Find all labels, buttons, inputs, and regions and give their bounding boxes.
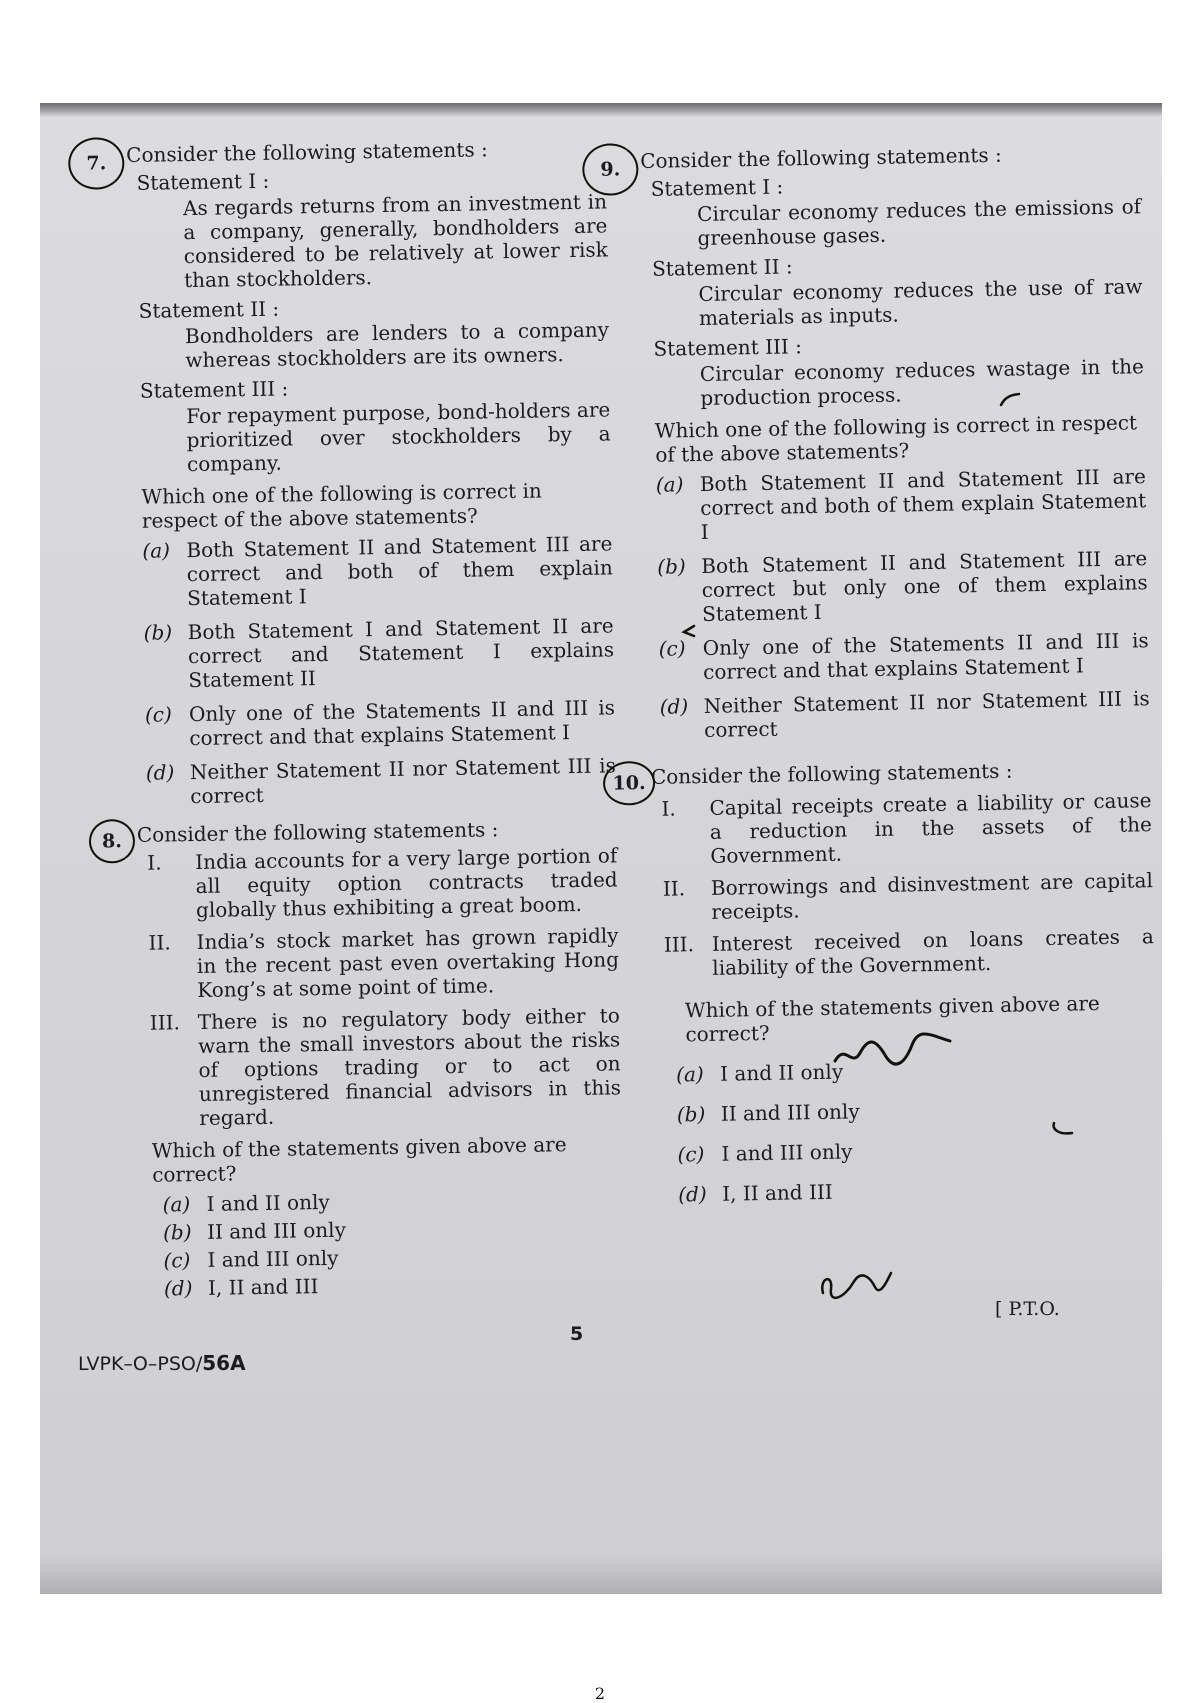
option-c	[659, 628, 1150, 685]
option-label: (c)	[144, 702, 172, 727]
option-text: Both Statement II and Statement III are correct and both of them explain Statement I	[699, 464, 1147, 544]
option-text: Both Statement I and Statement II are correct and Statement I explains Statement II	[187, 613, 615, 693]
question-prompt: Which one of the following is correct in respect of the above statements?	[141, 478, 542, 533]
paper-code-suffix: 56A	[202, 1351, 246, 1375]
option-label: (c)	[163, 1248, 191, 1273]
option-a	[162, 1185, 622, 1216]
item-label: I.	[147, 850, 162, 875]
statement-label: Statement I :	[650, 174, 784, 201]
option-label: (b)	[162, 1220, 192, 1245]
option-text: I, II and III	[722, 1179, 833, 1206]
question-number-circled: 9.	[582, 143, 639, 196]
option-b	[144, 613, 615, 692]
statement-item	[664, 924, 1155, 981]
option-label: (c)	[677, 1142, 705, 1167]
tick-mark-icon	[997, 391, 1023, 409]
option-text: I and II only	[719, 1059, 844, 1086]
statement-text: Circular economy reduces the emissions of greenhouse gases.	[696, 194, 1142, 251]
question-9	[600, 140, 1150, 743]
statement-item	[661, 788, 1152, 869]
question-prompt: Which one of the following is correct in respect of the above statements?	[654, 410, 1138, 467]
question-8	[101, 815, 624, 1301]
statement-label: Statement II :	[651, 254, 793, 281]
option-text: Only one of the Statements II and III is correct and that explains Statement I	[188, 695, 616, 751]
question-stem: Consider the following statements :	[640, 142, 1002, 173]
option-label: (d)	[145, 760, 175, 785]
option-label: (b)	[657, 554, 686, 579]
handwritten-mark-icon	[830, 1023, 960, 1073]
option-text: Both Statement II and Statement III are correct and both of them explain Statement I	[186, 531, 613, 611]
option-text: Neither Statement II nor Statement III is correct	[703, 686, 1150, 742]
option-d	[164, 1269, 624, 1300]
left-column	[86, 135, 624, 1314]
paper-code	[78, 1351, 246, 1375]
option-text: I and II only	[206, 1189, 330, 1216]
option-label: (c)	[658, 636, 686, 661]
statement-item	[147, 843, 618, 922]
item-label: II.	[148, 930, 171, 955]
option-d	[146, 753, 617, 808]
item-label: II.	[662, 876, 686, 901]
item-text: Capital receipts create a liability or cause a reduction in the assets of the Government.	[709, 788, 1153, 868]
item-label: III.	[149, 1010, 181, 1035]
option-b	[677, 1094, 1157, 1126]
option-text: II and III only	[206, 1217, 347, 1244]
question-prompt: Which of the statements given above are correct?	[684, 991, 1100, 1047]
option-label: (d)	[659, 694, 689, 719]
option-text: I and III only	[721, 1139, 853, 1166]
please-turn-over: [ P.T.O.	[995, 1298, 1060, 1320]
option-label: (a)	[675, 1062, 704, 1087]
tick-mark-icon	[680, 623, 698, 639]
statement-text: Bondholders are lenders to a company whereas stockholders are its owners.	[184, 317, 610, 373]
option-text: Neither Statement II nor Statement III is correct	[189, 753, 617, 809]
question-stem: Consider the following statements :	[650, 758, 1013, 789]
option-a	[142, 531, 613, 610]
option-c	[163, 1241, 623, 1272]
item-text: India accounts for a very large portion of all equity option contracts traded globally thus exhibiting a great boom.	[195, 843, 618, 922]
option-label: (a)	[142, 538, 171, 563]
item-text: Interest received on loans creates a liability of the Government.	[711, 924, 1155, 980]
option-d	[678, 1174, 1158, 1206]
item-label: I.	[661, 796, 676, 821]
statement-text: Circular economy reduces wastage in the production process.	[699, 354, 1145, 410]
statement-item	[148, 923, 619, 1002]
option-c	[677, 1134, 1157, 1166]
option-b	[163, 1213, 623, 1244]
option-text: II and III only	[720, 1099, 860, 1126]
item-text: There is no regulatory body either to warn the small investors about the risks of options trading or to act on unregistered financial advisors in this regard.	[197, 1003, 622, 1130]
question-stem: Consider the following statements :	[126, 137, 488, 167]
option-d	[660, 686, 1151, 743]
document-page-number: 2	[594, 1684, 606, 1703]
item-text: Borrowings and disinvestment are capital receipts.	[710, 868, 1154, 924]
statement-text: Circular economy reduces the use of raw materials as inputs.	[698, 274, 1143, 330]
option-label: (d)	[678, 1181, 707, 1207]
option-text: I, II and III	[207, 1274, 319, 1300]
exam-page-number: 5	[570, 1323, 584, 1345]
question-10	[612, 756, 1159, 1207]
paper-code-prefix: LVPK–O–PSO/	[78, 1353, 203, 1375]
item-label: III.	[663, 932, 695, 957]
statement-label: Statement II :	[138, 296, 280, 323]
option-c	[145, 695, 616, 750]
question-number-circled: 7.	[68, 137, 125, 190]
question-7	[86, 135, 617, 809]
scanned-exam-page	[40, 103, 1162, 1594]
option-text: Only one of the Statements II and III is correct and that explains Statement I	[702, 628, 1149, 684]
statement-text: As regards returns from an investment in a company, generally, bondholders are considered to be relatively at lower risk than stockholders.	[182, 189, 608, 293]
statement-label: Statement I :	[136, 168, 270, 195]
option-label: (a)	[655, 472, 684, 497]
statement-label: Statement III :	[653, 334, 803, 361]
option-label: (b)	[676, 1102, 706, 1127]
option-label: (a)	[162, 1192, 191, 1217]
question-number-circled: 8.	[89, 819, 136, 864]
question-prompt: Which of the statements given above are correct?	[151, 1132, 567, 1187]
statement-label: Statement III :	[139, 376, 289, 403]
question-number-circled: 10.	[603, 761, 656, 806]
option-text: I and III only	[207, 1245, 339, 1272]
option-b	[657, 546, 1148, 627]
option-a	[656, 464, 1147, 545]
handwritten-mark-icon	[815, 1263, 895, 1303]
statement-text: For repayment purpose, bond-holders are prioritized over stockholders by a company.	[186, 397, 611, 477]
tick-mark-icon	[1050, 1119, 1076, 1139]
statement-item	[150, 1003, 622, 1130]
question-stem: Consider the following statements :	[136, 817, 499, 847]
option-text: Both Statement II and Statement III are correct but only one of them explains Statement I	[701, 546, 1148, 626]
statement-item	[663, 868, 1154, 925]
option-label: (b)	[143, 620, 173, 645]
item-text: India’s stock market has grown rapidly in the recent past even overtaking Hong Kong’s at some point of time.	[196, 923, 620, 1002]
option-label: (d)	[163, 1276, 193, 1301]
